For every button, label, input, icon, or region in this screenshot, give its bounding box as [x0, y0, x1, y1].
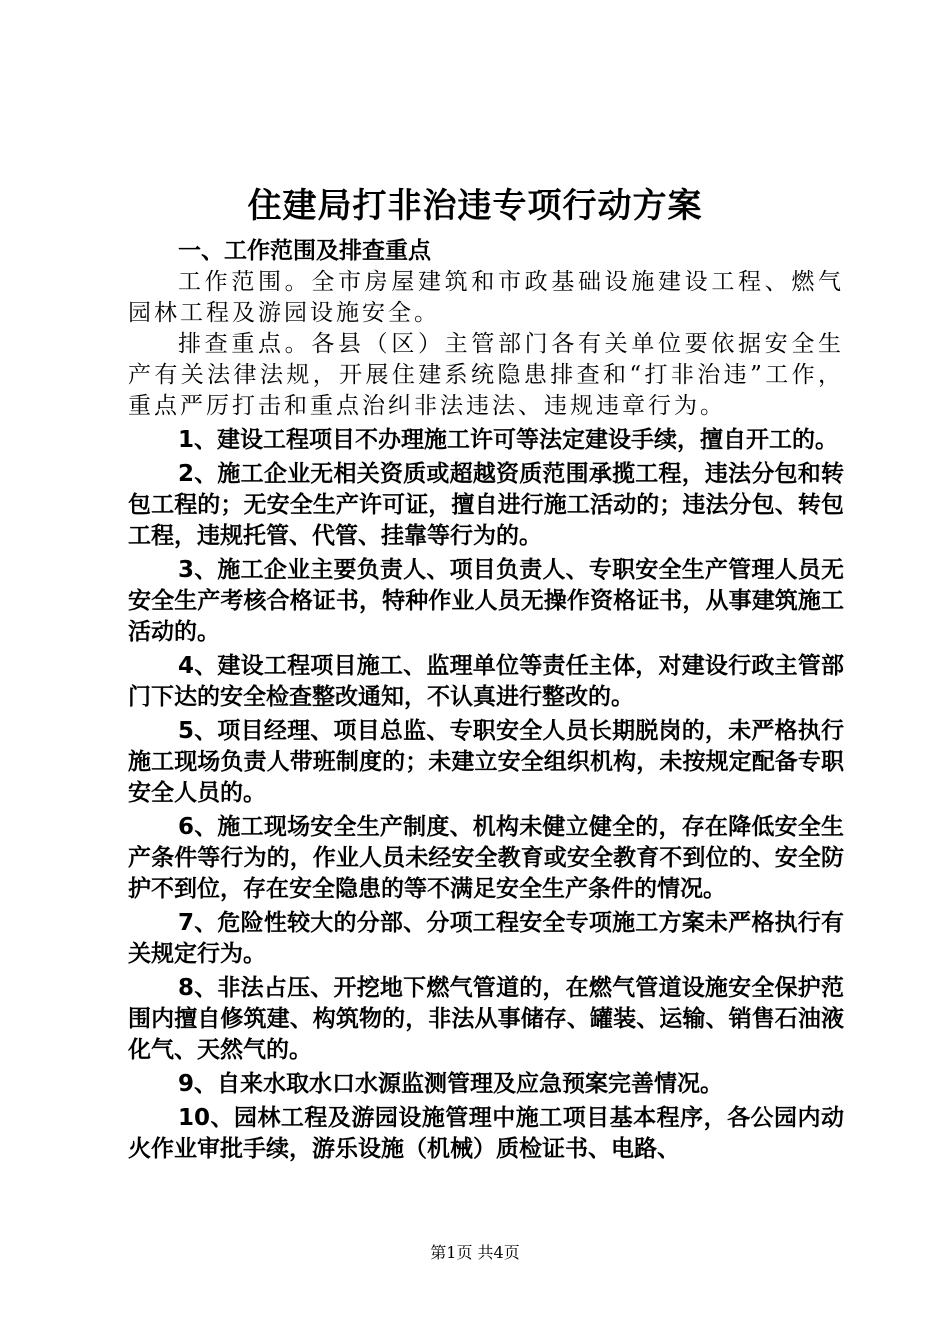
list-item: 10、园林工程及游园设施管理中施工项目基本程序，各公园内动火作业审批手续，游乐设施（机械）质检证书、电路、: [128, 1105, 844, 1162]
list-item: 8、非法占压、开挖地下燃气管道的，在燃气管道设施安全保护范围内擅自修筑建、构筑物的，非法从事储存、罐装、运输、销售石油液化气、天然气的。: [128, 975, 844, 1063]
list-item: 2、施工企业无相关资质或超越资质范围承揽工程，违法分包和转包工程的；无安全生产许可证，擅自进行施工活动的；违法分包、转包工程，违规托管、代管、挂靠等行为的。: [128, 461, 844, 549]
section-heading: 一、工作范围及排查重点: [178, 238, 431, 264]
document-title: 住建局打非治违专项行动方案: [247, 186, 703, 226]
list-item: 9、自来水取水口水源监测管理及应急预案完善情况。: [178, 1071, 724, 1097]
list-item: 3、施工企业主要负责人、项目负责人、专职安全生产管理人员无安全生产考核合格证书，特种作业人员无操作资格证书，从事建筑施工活动的。: [128, 557, 844, 645]
list-item: 6、施工现场安全生产制度、机构未健立健全的，存在降低安全生产条件等行为的，作业人员未经安全教育或安全教育不到位的、安全防护不到位，存在安全隐患的等不满足安全生产条件的情况。: [128, 814, 844, 902]
document-body: [128, 236, 844, 1165]
paragraph-scope: 工作范围。全市房屋建筑和市政基础设施建设工程、燃气园林工程及游园设施安全。: [128, 269, 844, 326]
page-number: 第1页 共4页: [430, 1243, 520, 1262]
list-item: 7、危险性较大的分部、分项工程安全专项施工方案未严格执行有关规定行为。: [128, 910, 844, 967]
paragraph-focus: 排查重点。各县（区）主管部门各有关单位要依据安全生产有关法律法规，开展住建系统隐患排查和“打非治违”工作，重点严厉打击和重点治纠非法违法、违规违章行为。: [128, 331, 844, 419]
list-item: 4、建设工程项目施工、监理单位等责任主体，对建设行政主管部门下达的安全检查整改通知，不认真进行整改的。: [128, 653, 844, 710]
list-item: 5、项目经理、项目总监、专职安全人员长期脱岗的，未严格执行施工现场负责人带班制度的；未建立安全组织机构，未按规定配备专职安全人员的。: [128, 718, 844, 806]
list-item: 1、建设工程项目不办理施工许可等法定建设手续，擅自开工的。: [178, 427, 839, 453]
